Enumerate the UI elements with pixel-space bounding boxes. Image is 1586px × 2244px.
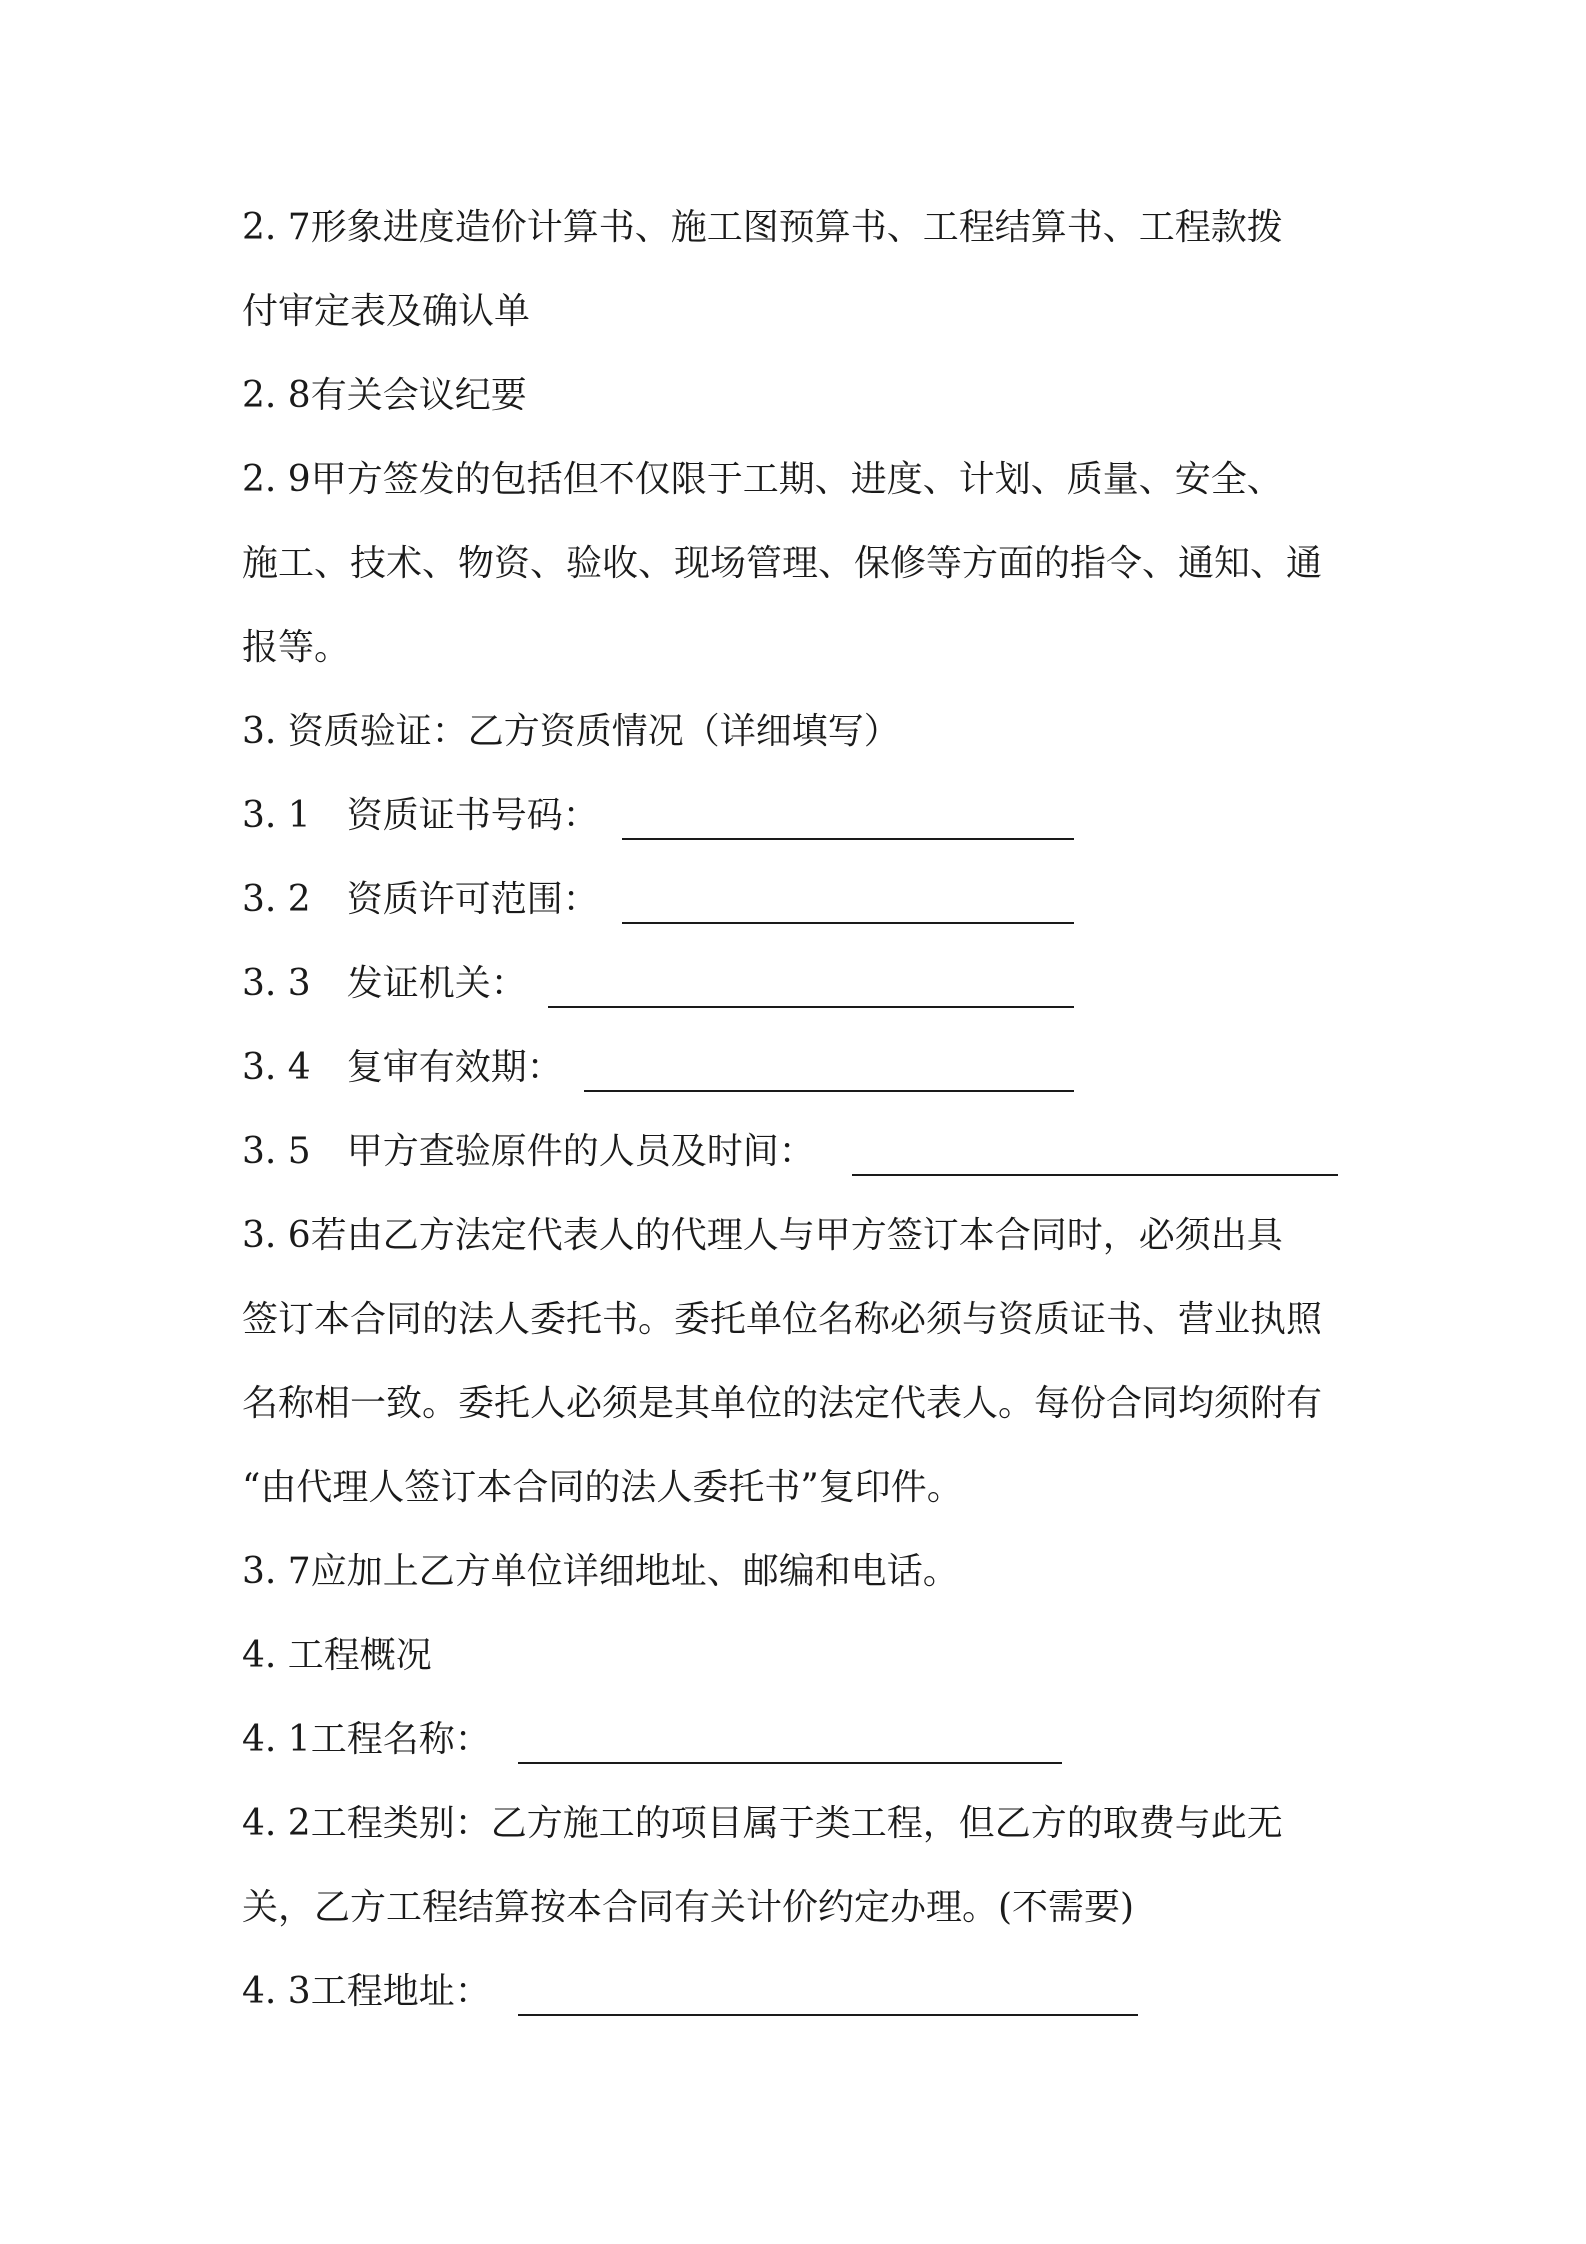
blank-review-validity[interactable]	[584, 1090, 1074, 1092]
text-line-4-1: 4. 1工程名称：	[242, 1719, 491, 1760]
text-line-4-2-cont: 关，乙方工程结算按本合同有关计价约定办理。(不需要)	[242, 1887, 1135, 1928]
text-line-3-1: 3. 1 资质证书号码：	[242, 795, 599, 836]
text-line-2-9: 2. 9甲方签发的包括但不仅限于工期、进度、计划、质量、安全、	[242, 459, 1283, 500]
text-line-3-6: 3. 6若由乙方法定代表人的代理人与甲方签订本合同时，必须出具	[242, 1215, 1283, 1256]
text-line-4-2: 4. 2工程类别：乙方施工的项目属于类工程，但乙方的取费与此无	[242, 1803, 1283, 1844]
text-line-3-6-cont3: “由代理人签订本合同的法人委托书”复印件。	[242, 1467, 963, 1508]
text-line-3-2: 3. 2 资质许可范围：	[242, 879, 599, 920]
text-line-3-3: 3. 3 发证机关：	[242, 963, 527, 1004]
blank-project-address[interactable]	[518, 2014, 1138, 2016]
blank-certificate-number[interactable]	[622, 838, 1074, 840]
text-line-4: 4. 工程概况	[242, 1635, 432, 1676]
blank-license-scope[interactable]	[622, 922, 1074, 924]
text-line-3-5: 3. 5 甲方查验原件的人员及时间：	[242, 1131, 815, 1172]
blank-inspector-and-time[interactable]	[852, 1174, 1338, 1176]
text-line-3-4: 3. 4 复审有效期：	[242, 1047, 563, 1088]
text-line-3-6-cont2: 名称相一致。委托人必须是其单位的法定代表人。每份合同均须附有	[242, 1383, 1323, 1424]
text-line-4-3: 4. 3工程地址：	[242, 1971, 491, 2012]
text-line-2-8: 2. 8有关会议纪要	[242, 375, 527, 416]
text-line-2-9-cont: 施工、技术、物资、验收、现场管理、保修等方面的指令、通知、通	[242, 543, 1323, 584]
text-line-3: 3. 资质验证：乙方资质情况（详细填写）	[242, 711, 900, 752]
blank-issuing-authority[interactable]	[548, 1006, 1074, 1008]
text-line-2-7-cont: 付审定表及确认单	[242, 291, 531, 332]
text-line-3-7: 3. 7应加上乙方单位详细地址、邮编和电话。	[242, 1551, 959, 1592]
text-line-2-9-end: 报等。	[242, 627, 351, 668]
text-line-2-7: 2. 7形象进度造价计算书、施工图预算书、工程结算书、工程款拨	[242, 207, 1283, 248]
blank-project-name[interactable]	[518, 1762, 1062, 1764]
text-line-3-6-cont1: 签订本合同的法人委托书。委托单位名称必须与资质证书、营业执照	[242, 1299, 1323, 1340]
